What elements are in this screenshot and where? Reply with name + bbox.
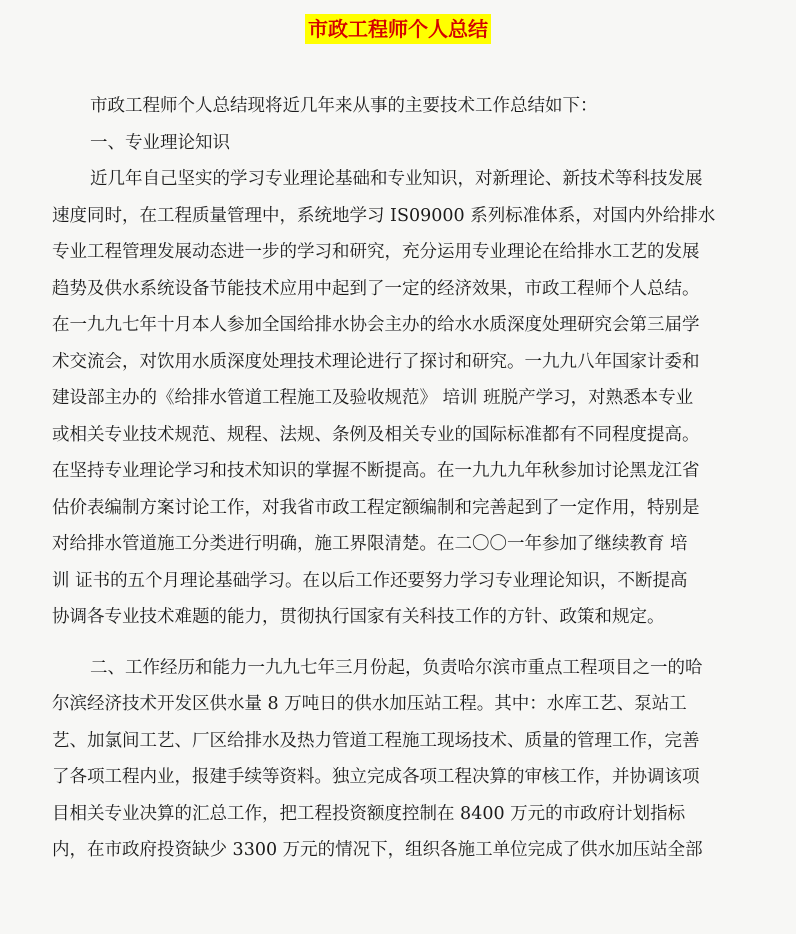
text-line: 近几年自己坚实的学习专业理论基础和专业知识，对新理论、新技术等科技发展 [90,169,703,189]
text-line: 协调各专业技术难题的能力，贯彻执行国家有关科技工作的方针、政策和规定。 [52,607,665,627]
text-line: 内，在市政府投资缺少 3300 万元的情况下，组织各施工单位完成了供水加压站全部 [52,840,703,860]
text-line: 对给排水管道施工分类进行明确，施工界限清楚。在二〇〇一年参加了继续教育 培 [52,534,688,554]
document-body [52,88,746,869]
text-line: 尔滨经济技术开发区供水量 8 万吨日的供水加压站工程。其中：水库工艺、泵站工 [52,694,687,714]
text-line: 在坚持专业理论学习和技术知识的掌握不断提高。在一九九九年秋参加讨论黑龙江省 [52,461,700,481]
text-line: 建设部主办的《给排水管道工程施工及验收规范》 培训 班脱产学习，对熟悉本专业 [52,388,694,408]
text-line: 速度同时，在工程质量管理中，系统地学习 IS09000 系列标准体系，对国内外给排水 [52,205,716,226]
paragraph-1 [52,161,746,636]
document-title: 市政工程师个人总结 [305,14,491,44]
text-line: 目相关专业决算的汇总工作，把工程投资额度控制在 8400 万元的市政府计划指标 [52,803,686,824]
intro-line: 市政工程师个人总结现将近几年来从事的主要技术工作总结如下： [90,96,598,116]
text-line: 专业工程管理发展动态进一步的学习和研究，充分运用专业理论在给排水工艺的发展 [52,242,700,262]
title-wrap [0,14,796,44]
text-line: 在一九九七年十月本人参加全国给排水协会主办的给水水质深度处理研究会第三届学 [52,315,700,335]
section-heading: 一、专业理论知识 [90,132,230,153]
text-line: 术交流会，对饮用水质深度处理技术理论进行了探讨和研究。一九九八年国家计委和 [52,351,700,372]
paragraph-2 [52,650,746,869]
text-line: 估价表编制方案讨论工作，对我省市政工程定额编制和完善起到了一定作用，特别是 [52,497,700,518]
text-line: 艺、加氯间工艺、厂区给排水及热力管道工程施工现场技术、质量的管理工作，完善 [52,730,700,751]
text-line: 二、工作经历和能力一九九七年三月份起，负责哈尔滨市重点工程项目之一的哈 [90,657,703,678]
text-line: 趋势及供水系统设备节能技术应用中起到了一定的经济效果，市政工程师个人总结。 [52,278,700,299]
text-line: 训 证书的五个月理论基础学习。在以后工作还要努力学习专业理论知识，不断提高 [52,570,688,591]
text-line: 或相关专业技术规范、规程、法规、条例及相关专业的国际标准都有不同程度提高。 [52,424,700,445]
text-line: 了各项工程内业，报建手续等资料。独立完成各项工程决算的审核工作，并协调该项 [52,767,700,787]
paragraph-gap [52,636,746,650]
